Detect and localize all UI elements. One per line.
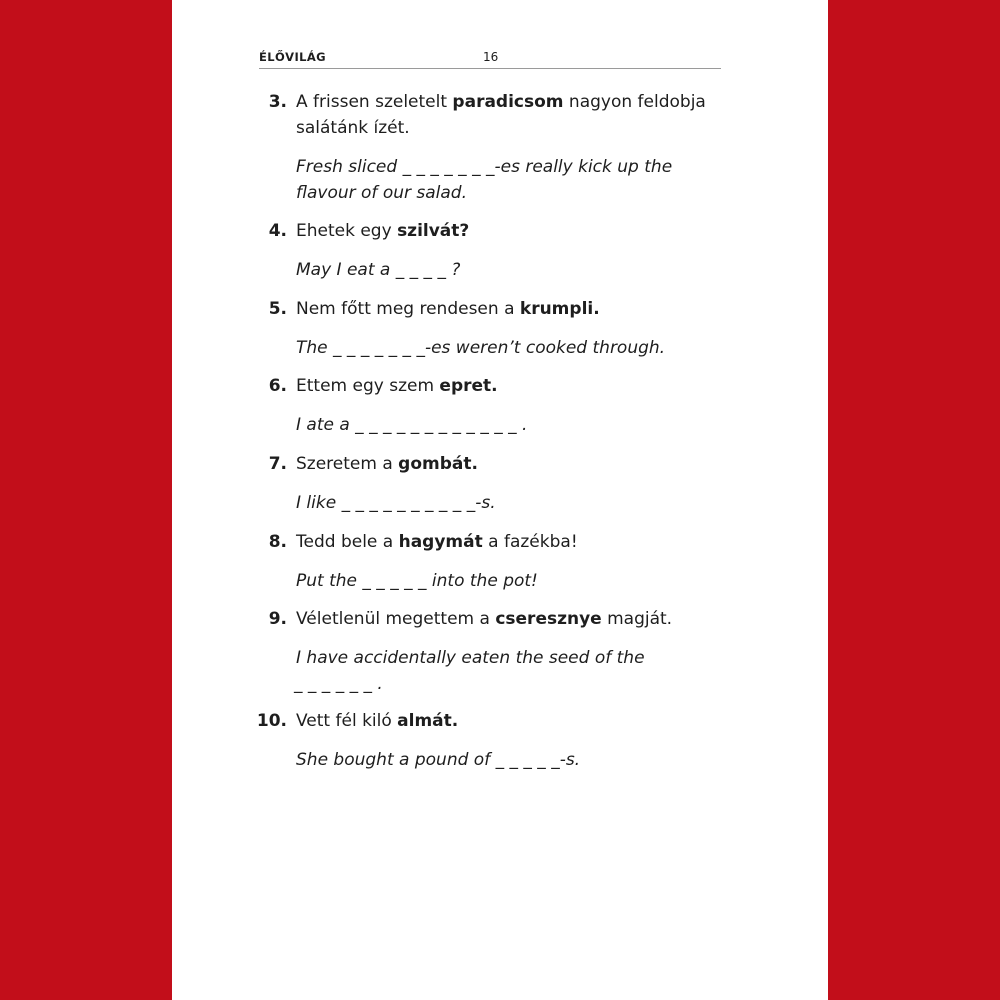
item-number: 6. xyxy=(268,376,287,396)
translation-line: Put the _ _ _ _ _ into the pot! xyxy=(296,571,538,591)
page-number: 16 xyxy=(483,50,499,64)
english-translation xyxy=(296,412,736,438)
highlighted-word: cseresznye xyxy=(495,609,602,629)
item-number: 5. xyxy=(268,299,287,319)
english-translation xyxy=(296,568,736,594)
hungarian-sentence xyxy=(296,373,726,399)
hungarian-sentence xyxy=(296,606,726,632)
hungarian-sentence xyxy=(296,529,726,555)
english-translation xyxy=(296,645,736,697)
sentence-text: Véletlenül megettem a xyxy=(296,609,496,629)
translation-line: I ate a _ _ _ _ _ _ _ _ _ _ _ _ . xyxy=(296,415,528,435)
english-translation xyxy=(296,747,736,773)
english-translation xyxy=(296,257,736,283)
english-translation xyxy=(296,154,736,206)
sentence-text: nagyon feldobja salátánk ízét. xyxy=(296,92,706,138)
translation-line: flavour of our salad. xyxy=(296,183,467,203)
item-number: 4. xyxy=(268,221,287,241)
highlighted-word: paradicsom xyxy=(452,92,564,112)
running-header xyxy=(259,48,721,69)
sentence-text: Szeretem a xyxy=(296,454,399,474)
sentence-text: Ettem egy szem xyxy=(296,376,440,396)
translation-line: May I eat a _ _ _ _ ? xyxy=(296,260,461,280)
sentence-text: Nem főtt meg rendesen a xyxy=(296,299,520,319)
sentence-text: Ehetek egy xyxy=(296,221,398,241)
translation-line: I like _ _ _ _ _ _ _ _ _ _-s. xyxy=(296,493,496,513)
highlighted-word: almát. xyxy=(397,711,459,731)
sentence-text: a fazékba! xyxy=(482,532,578,552)
hungarian-sentence xyxy=(296,296,726,322)
sentence-text: A frissen szeletelt xyxy=(296,92,453,112)
translation-line: I have accidentally eaten the seed of the xyxy=(296,648,645,668)
item-number: 7. xyxy=(268,454,287,474)
book-page xyxy=(172,0,828,1000)
english-translation xyxy=(296,490,736,516)
sentence-text: Tedd bele a xyxy=(296,532,399,552)
hungarian-sentence xyxy=(296,708,726,734)
sentence-text: Vett fél kiló xyxy=(296,711,398,731)
english-translation xyxy=(296,335,736,361)
item-number: 3. xyxy=(268,92,287,112)
highlighted-word: gombát. xyxy=(398,454,478,474)
item-number: 9. xyxy=(268,609,287,629)
translation-line: She bought a pound of _ _ _ _ _-s. xyxy=(296,750,581,770)
translation-line: _ _ _ _ _ _ . xyxy=(294,674,383,694)
translation-line: Fresh sliced _ _ _ _ _ _ _-es really kick up the xyxy=(296,157,673,177)
highlighted-word: szilvát? xyxy=(397,221,470,241)
translation-line: The _ _ _ _ _ _ _-es weren’t cooked through. xyxy=(296,338,666,358)
highlighted-word: epret. xyxy=(439,376,498,396)
hungarian-sentence xyxy=(296,89,726,141)
item-number: 10. xyxy=(256,711,287,731)
hungarian-sentence xyxy=(296,218,726,244)
item-number: 8. xyxy=(268,532,287,552)
highlighted-word: krumpli. xyxy=(519,299,600,319)
highlighted-word: hagymát xyxy=(398,532,483,552)
sentence-text: magját. xyxy=(601,609,673,629)
chapter-title: ÉLŐVILÁG xyxy=(259,50,327,64)
hungarian-sentence xyxy=(296,451,726,477)
